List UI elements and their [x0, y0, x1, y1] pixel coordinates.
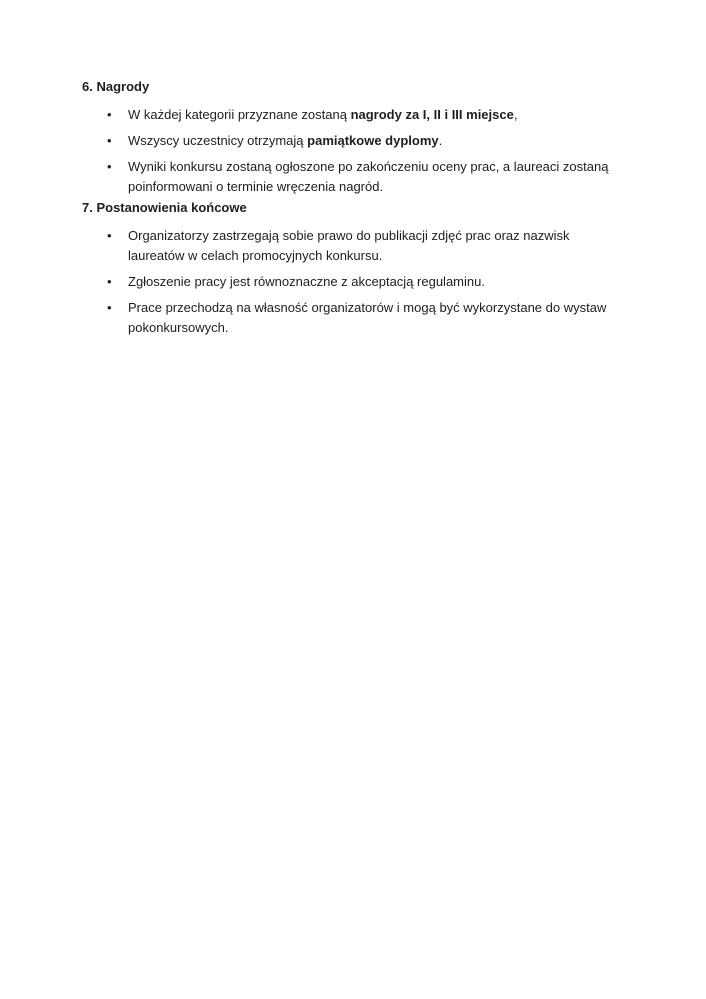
list-item	[82, 131, 622, 151]
bold-text-run: pamiątkowe dyplomy	[307, 133, 439, 148]
bullet-icon: •	[107, 159, 112, 174]
bold-text-run: nagrody za I, II i III miejsce	[350, 107, 514, 122]
bullet-icon: •	[107, 274, 112, 289]
list-item	[82, 157, 622, 197]
bullet-text	[128, 157, 622, 197]
text-run: Zgłoszenie pracy jest równoznaczne z akceptacją regulaminu.	[128, 274, 485, 289]
bullet-icon: •	[107, 107, 112, 122]
text-run: ,	[513, 107, 518, 122]
list-item	[82, 105, 622, 125]
document-content	[82, 77, 622, 338]
list-item	[82, 272, 622, 292]
bullet-list	[82, 226, 622, 338]
list-item	[82, 298, 622, 338]
bullet-icon: •	[107, 228, 112, 243]
bullet-icon: •	[107, 133, 112, 148]
bullet-text	[128, 298, 622, 338]
text-run: .	[438, 133, 443, 148]
text-run: W każdej kategorii przyznane zostaną	[128, 107, 351, 122]
document-section	[82, 198, 622, 338]
bullet-list	[82, 105, 622, 197]
text-run: Wyniki konkursu zostaną ogłoszone po zakończeniu oceny prac, a laureaci zostaną poinformowani o terminie wręczenia nagród.	[128, 159, 609, 194]
text-run: Prace przechodzą na własność organizatorów i mogą być wykorzystane do wystaw pokonkursowych.	[128, 300, 607, 335]
bullet-icon: •	[107, 300, 112, 315]
list-item	[82, 226, 622, 266]
section-heading: 7. Postanowienia końcowe	[82, 200, 247, 215]
bullet-text	[128, 226, 622, 266]
bullet-text	[128, 105, 622, 125]
text-run: Organizatorzy zastrzegają sobie prawo do publikacji zdjęć prac oraz nazwisk laureatów w celach promocyjnych konkursu.	[128, 228, 570, 263]
bullet-text	[128, 272, 622, 292]
text-run: Wszyscy uczestnicy otrzymają	[128, 133, 308, 148]
document-section	[82, 77, 622, 197]
section-heading: 6. Nagrody	[82, 79, 150, 94]
bullet-text	[128, 131, 622, 151]
